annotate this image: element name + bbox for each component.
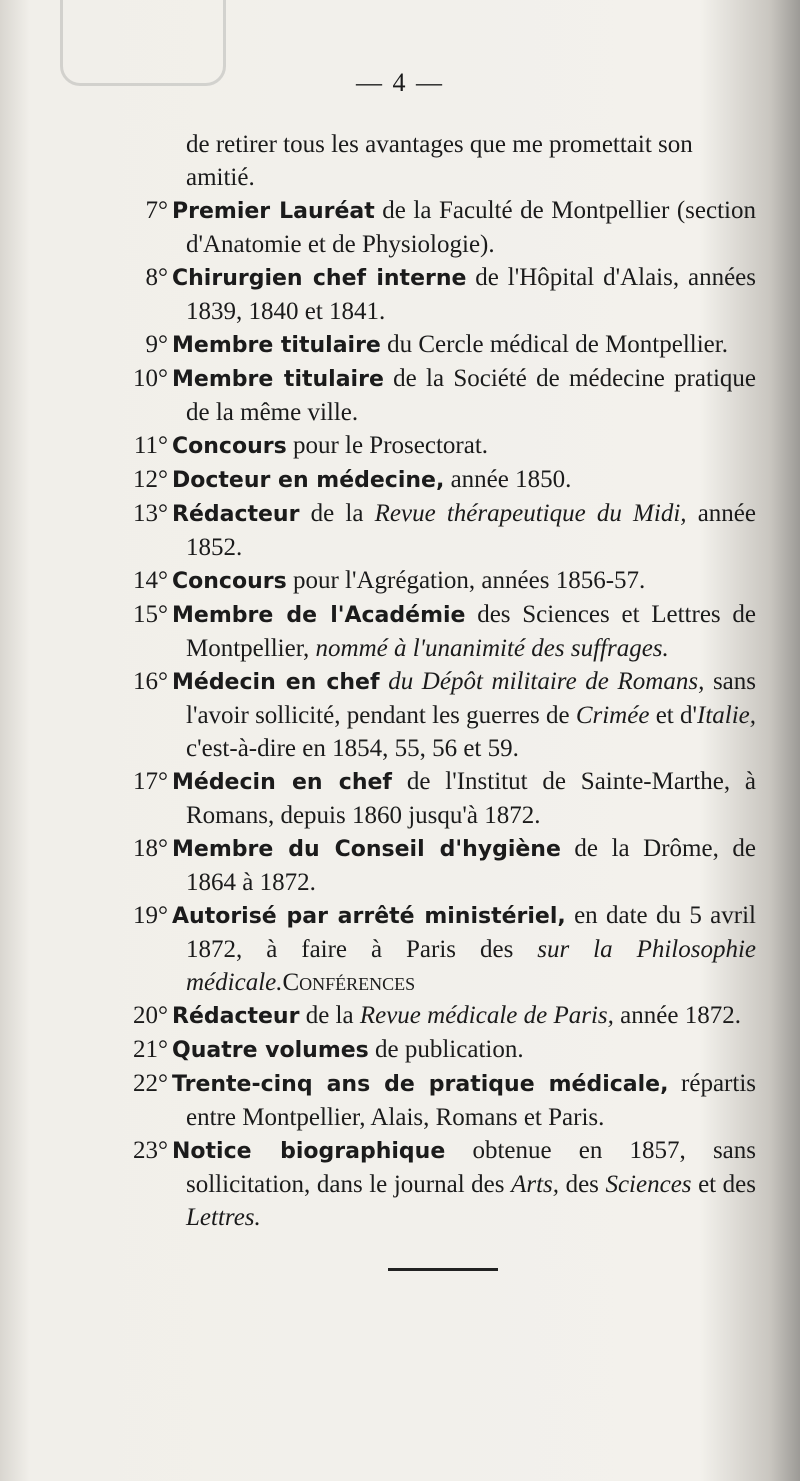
list-item: [128, 328, 756, 362]
list-item: [128, 497, 756, 564]
item-body-text: de la: [299, 500, 375, 527]
item-title: Membre de l'Académie: [172, 603, 466, 628]
item-body-text: répartis entre Montpellier, Alais, Romans et Paris.: [186, 1070, 756, 1131]
item-number: 9°: [145, 331, 168, 358]
item-title: Concours: [172, 434, 287, 459]
item-text: [172, 665, 756, 765]
list-item: [128, 899, 756, 999]
item-title: Médecin en chef: [172, 670, 380, 695]
item-body-text: des Sciences et Lettres de Montpellier,: [186, 601, 756, 662]
item-text: [172, 598, 756, 665]
item-text: [172, 1067, 756, 1134]
item-italic-text: Arts,: [511, 1171, 560, 1198]
item-number: 12°: [133, 466, 168, 493]
item-number: 15°: [133, 601, 168, 628]
item-number: 21°: [133, 1036, 168, 1063]
item-text: [172, 1134, 756, 1234]
item-body-text: de la Faculté de Montpellier (section d'Anatomie et de Physiologie).: [186, 197, 756, 258]
item-text: [172, 1033, 756, 1067]
list-item: [128, 1134, 756, 1234]
item-number: 20°: [133, 1002, 168, 1029]
item-title: Notice biographique: [172, 1139, 446, 1164]
item-body-text: année 1852.: [186, 500, 756, 561]
item-title: Quatre volumes: [172, 1038, 369, 1063]
intro-line-2: amitié.: [186, 164, 255, 191]
item-text: [172, 899, 756, 999]
item-title: Rédacteur: [172, 502, 300, 527]
item-body-text: de l'Institut de Sainte-Marthe, à Romans, depuis 1860 jusqu'à 1872.: [186, 768, 756, 829]
item-number: 23°: [133, 1137, 168, 1164]
item-body-text: de la: [299, 1002, 360, 1029]
list-item: [128, 194, 756, 261]
item-title: Concours: [172, 569, 287, 594]
item-italic-text: nommé à l'unanimité des suffrages.: [315, 635, 669, 662]
item-body-text: année 1850.: [444, 466, 572, 493]
list-item: [128, 598, 756, 665]
item-body-text: et d': [649, 702, 697, 729]
item-text: [172, 765, 756, 832]
list-item: [128, 832, 756, 899]
list-item: [128, 564, 756, 598]
item-text: [172, 564, 756, 598]
list-item: [128, 1033, 756, 1067]
item-body-text: de la Société de médecine pratique de la même ville.: [186, 365, 756, 426]
item-title: Membre du Conseil d'hygiène: [172, 837, 561, 862]
item-italic-text: Italie,: [697, 702, 757, 729]
list-item: [128, 999, 756, 1033]
item-title: Membre titulaire: [172, 333, 381, 358]
item-italic-text: sur la Philosophie médicale.: [186, 936, 757, 996]
item-text: [172, 497, 756, 564]
list-item: [128, 765, 756, 832]
item-title: Chirurgien chef interne: [172, 266, 467, 291]
item-body-text: des: [559, 1171, 606, 1198]
item-italic-text: Revue thérapeutique du Midi,: [374, 500, 687, 527]
item-number: 19°: [133, 902, 168, 929]
item-number: 18°: [133, 835, 168, 862]
item-number: 16°: [133, 668, 168, 695]
list-item: [128, 1067, 756, 1134]
item-body-text: année 1872.: [613, 1002, 741, 1029]
item-body-text: de l'Hôpital d'Alais, années 1839, 1840 et 1841.: [186, 264, 756, 325]
list-item: [128, 463, 756, 497]
item-number: 17°: [133, 768, 168, 795]
item-title: Membre titulaire: [172, 367, 384, 392]
item-body-text: et des: [691, 1171, 756, 1198]
item-number: 14°: [133, 567, 168, 594]
item-number: 8°: [145, 264, 168, 291]
item-body-text: de publication.: [368, 1036, 524, 1063]
item-title: Premier Lauréat: [172, 199, 375, 224]
item-number: 13°: [133, 500, 168, 527]
item-body-text: du Cercle médical de Montpellier.: [380, 331, 728, 358]
item-title: Autorisé par arrêté ministériel,: [172, 904, 566, 929]
numbered-list: [128, 194, 756, 1234]
list-item: [128, 665, 756, 765]
item-text: [172, 832, 756, 899]
item-body-text: [380, 668, 389, 695]
item-body-text: en date du 5 avril 1872, à faire à Paris des: [186, 902, 756, 963]
item-body-text: de la Drôme, de 1864 à 1872.: [186, 835, 757, 896]
list-item: [128, 429, 756, 463]
item-text: [172, 429, 756, 463]
intro-paragraph: [128, 128, 756, 194]
page-content: [128, 128, 756, 1234]
closing-rule: [388, 1268, 498, 1271]
item-body-text: obtenue en 1857, sans sollicitation, dans le journal des: [186, 1137, 756, 1198]
item-number: 7°: [145, 197, 168, 224]
item-title: Trente-cinq ans de pratique médicale,: [172, 1072, 669, 1097]
item-body-text: c'est-à-dire en 1854, 55, 56 et 59.: [186, 735, 519, 762]
item-text: [172, 463, 756, 497]
item-text: [172, 999, 756, 1033]
item-smallcaps-text: Conférences: [282, 969, 416, 996]
list-item: [128, 362, 756, 429]
item-italic-text: Sciences: [605, 1171, 692, 1198]
list-item: [128, 261, 756, 328]
item-text: [172, 362, 756, 429]
item-text: [172, 261, 756, 328]
item-italic-text: Crimée: [575, 702, 650, 729]
item-body-text: sans l'avoir sollicité, pendant les guerres de: [186, 668, 756, 729]
item-text: [172, 194, 756, 261]
item-text: [172, 328, 756, 362]
item-italic-text: Revue médicale de Paris,: [359, 1002, 614, 1029]
intro-line-1: de retirer tous les avantages que me promettait son: [186, 131, 693, 158]
item-number: 10°: [133, 365, 168, 392]
item-italic-text: du Dépôt militaire de Romans,: [388, 668, 705, 695]
item-italic-text: Lettres.: [186, 1204, 261, 1231]
page-number: — 4 —: [356, 68, 444, 97]
item-title: Rédacteur: [172, 1004, 300, 1029]
item-title: Docteur en médecine,: [172, 468, 445, 493]
item-body-text: pour l'Agrégation, années 1856-57.: [286, 567, 646, 594]
item-number: 11°: [133, 432, 168, 459]
item-number: 22°: [133, 1070, 168, 1097]
item-title: Médecin en chef: [172, 770, 392, 795]
item-body-text: pour le Prosectorat.: [286, 432, 489, 459]
